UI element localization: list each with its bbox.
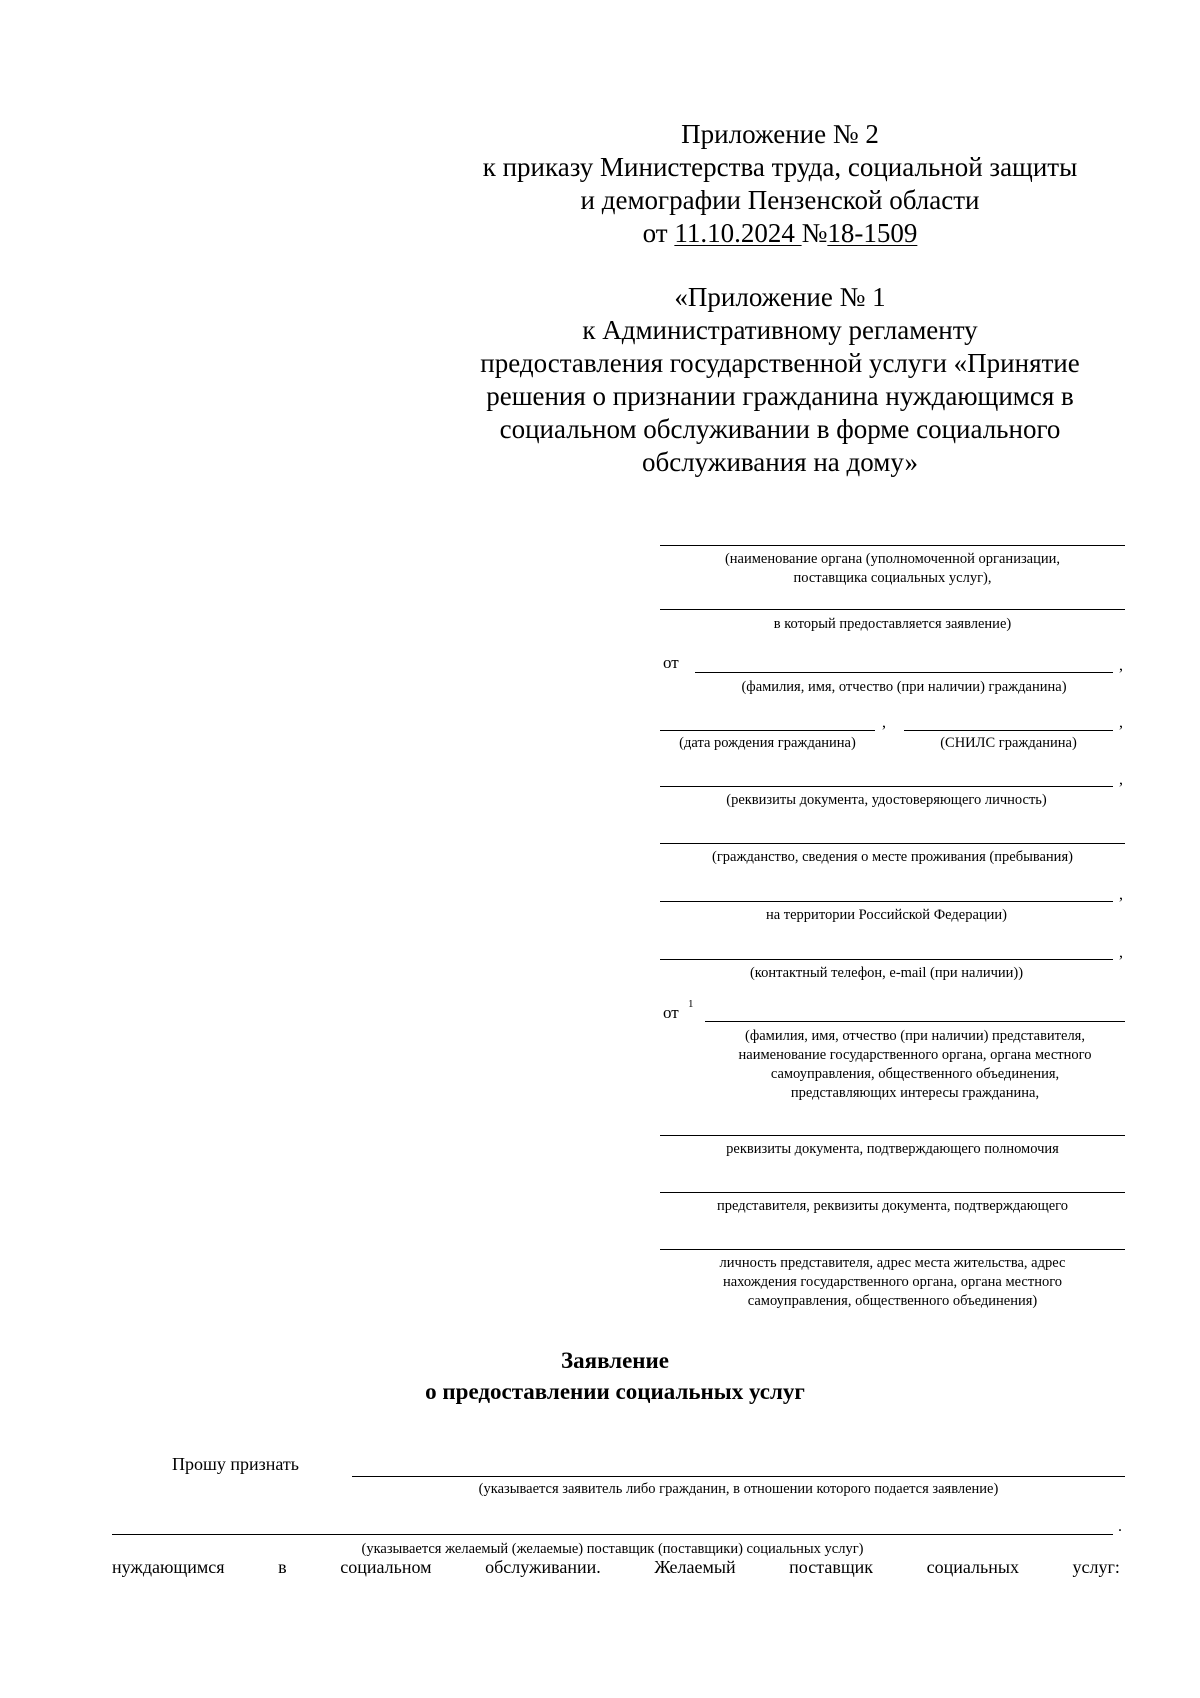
body-word: обслуживании. xyxy=(485,1557,601,1577)
rep-caption-3: самоуправления, общественного объединения, xyxy=(770,1066,1060,1082)
statement-body-line xyxy=(112,1557,1120,1578)
org-caption-2: поставщика социальных услуг), xyxy=(793,570,992,586)
body-word: нуждающимся xyxy=(112,1557,225,1577)
rep-document-line-2[interactable] xyxy=(660,1192,1125,1193)
period: . xyxy=(1118,1518,1122,1535)
org-name-line-2[interactable] xyxy=(660,609,1125,610)
appendix-1-title: «Приложение № 1 xyxy=(674,282,886,312)
rep-document-line[interactable] xyxy=(660,1135,1125,1136)
footnote-mark: 1 xyxy=(688,998,694,1010)
from-word: от xyxy=(642,218,675,248)
appendix-2-header xyxy=(440,118,1120,250)
appendix-1-line-5: социальном обслуживании в форме социального xyxy=(499,414,1061,444)
from-representative-label: от xyxy=(663,1003,679,1022)
number-sign: № xyxy=(801,218,828,248)
appendix-2-title: Приложение № 2 xyxy=(681,119,879,149)
birth-date-caption: (дата рождения гражданина) xyxy=(679,735,856,751)
body-word: услуг: xyxy=(1072,1557,1120,1577)
body-word: поставщик xyxy=(789,1557,874,1577)
from-label: от xyxy=(663,653,679,672)
rep-caption-2: наименование государственного органа, органа местного xyxy=(738,1047,1092,1063)
id-document-caption: (реквизиты документа, удостоверяющего личность) xyxy=(726,792,1047,808)
org-name-line[interactable] xyxy=(660,545,1125,546)
rep-caption-1: (фамилия, имя, отчество (при наличии) представителя, xyxy=(745,1028,1085,1044)
rep-document-caption-2: представителя, реквизиты документа, подтверждающего xyxy=(716,1198,1069,1214)
comma: , xyxy=(1119,886,1123,903)
fio-line[interactable] xyxy=(695,672,1113,673)
order-number: 18-1509 xyxy=(827,218,918,248)
appendix-1-line-6: обслуживания на дому» xyxy=(641,447,919,477)
comma: , xyxy=(1119,771,1123,788)
comma: , xyxy=(1119,714,1123,731)
appendix-2-date-number xyxy=(440,217,1120,250)
territory-caption: на территории Российской Федерации) xyxy=(765,907,1008,923)
rep-address-caption-3: самоуправления, общественного объединения) xyxy=(747,1293,1038,1309)
applicant-line[interactable] xyxy=(352,1476,1125,1477)
appendix-1-header xyxy=(440,281,1120,479)
rep-caption-4: представляющих интересы гражданина, xyxy=(790,1085,1040,1101)
rep-document-caption: реквизиты документа, подтверждающего полномочия xyxy=(726,1141,1059,1157)
body-word: социальном xyxy=(340,1557,432,1577)
comma: , xyxy=(882,714,886,731)
residence-line[interactable] xyxy=(660,901,1113,902)
comma: , xyxy=(1119,944,1123,961)
comma: , xyxy=(1119,657,1123,674)
body-word: в xyxy=(278,1557,287,1577)
applicant-caption: (указывается заявитель либо гражданин, в отношении которого подается заявление) xyxy=(478,1481,999,1497)
statement-subtitle: о предоставлении социальных услуг xyxy=(425,1379,805,1404)
snils-caption: (СНИЛС гражданина) xyxy=(940,735,1077,751)
appendix-1-line-3: предоставления государственной услуги «Принятие xyxy=(480,348,1080,378)
statement-title: Заявление xyxy=(560,1348,670,1373)
rep-address-caption-2: нахождения государственного органа, органа местного xyxy=(722,1274,1063,1290)
supplier-caption: (указывается желаемый (желаемые) поставщик (поставщики) социальных услуг) xyxy=(361,1541,864,1557)
request-label: Прошу признать xyxy=(172,1454,299,1474)
citizenship-line[interactable] xyxy=(660,843,1125,844)
supplier-line[interactable] xyxy=(112,1534,1113,1535)
birth-date-line[interactable] xyxy=(660,730,875,731)
representative-line[interactable] xyxy=(705,1021,1125,1022)
rep-address-line[interactable] xyxy=(660,1249,1125,1250)
appendix-2-ministry-line: и демографии Пензенской области xyxy=(580,185,980,215)
appendix-1-line-2: к Административному регламенту xyxy=(582,315,978,345)
citizenship-caption: (гражданство, сведения о месте проживания (пребывания) xyxy=(712,849,1073,865)
org-caption-3: в который предоставляется заявление) xyxy=(773,616,1012,632)
appendix-1-line-4: решения о признании гражданина нуждающимся в xyxy=(486,381,1074,411)
org-caption-1: (наименование органа (уполномоченной организации, xyxy=(724,551,1061,567)
contact-caption: (контактный телефон, e-mail (при наличии)) xyxy=(749,965,1024,981)
id-document-line[interactable] xyxy=(660,786,1113,787)
order-date: 11.10.2024 xyxy=(674,218,802,248)
contact-line[interactable] xyxy=(660,959,1113,960)
snils-line[interactable] xyxy=(904,730,1113,731)
appendix-2-order-line: к приказу Министерства труда, социальной защиты xyxy=(482,152,1078,182)
body-word: Желаемый xyxy=(654,1557,736,1577)
body-word: социальных xyxy=(926,1557,1019,1577)
rep-address-caption-1: личность представителя, адрес места жительства, адрес xyxy=(719,1255,1066,1271)
fio-caption: (фамилия, имя, отчество (при наличии) гражданина) xyxy=(741,679,1067,695)
